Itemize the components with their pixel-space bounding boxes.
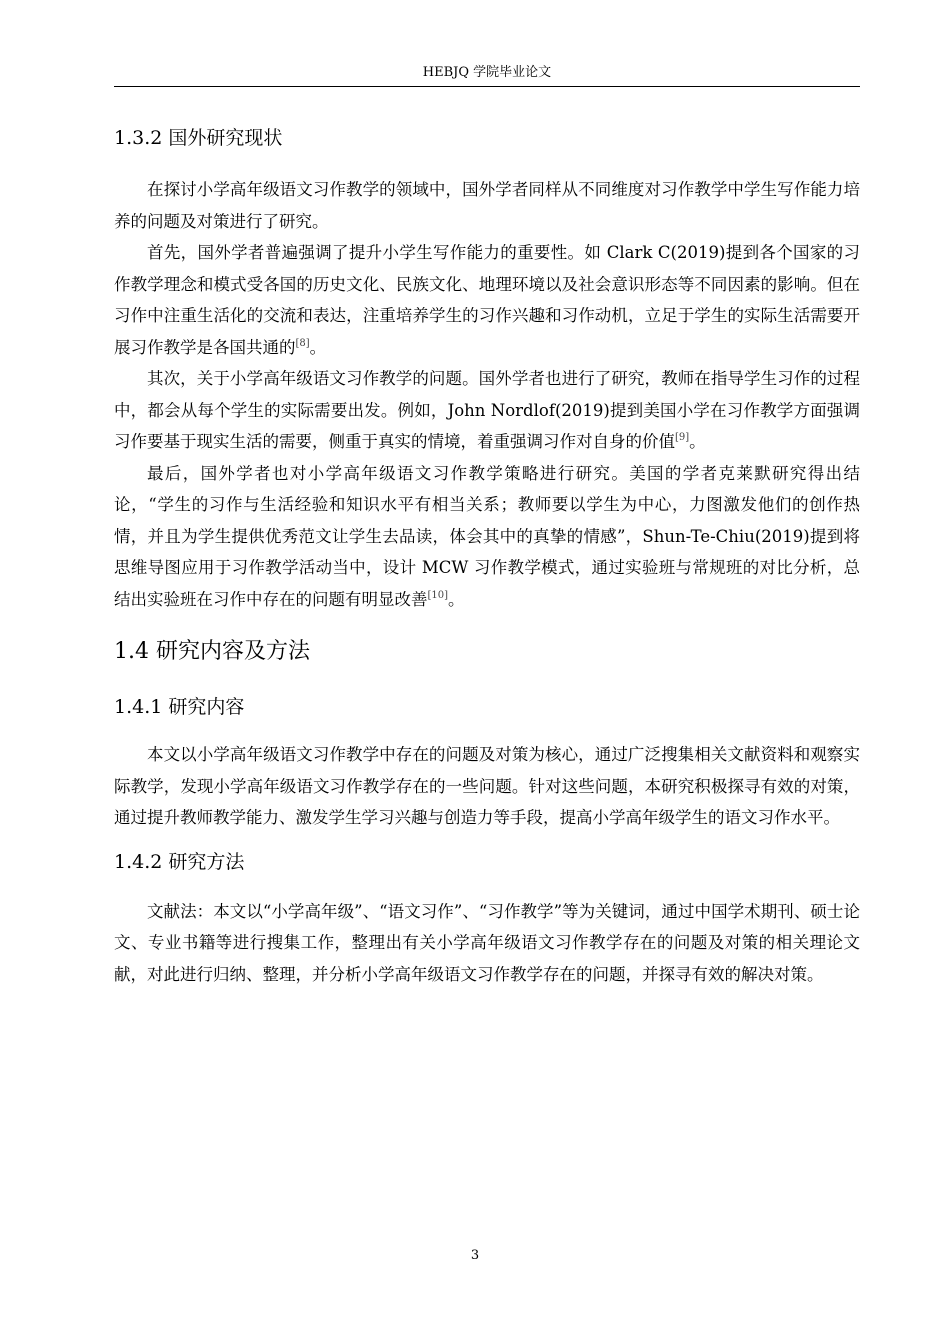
citation-ref: [9] bbox=[675, 432, 690, 443]
running-header: HEBJQ 学院毕业论文 bbox=[422, 65, 552, 80]
page-body bbox=[114, 120, 860, 990]
section-heading-1-4: 1.4 研究内容及方法 bbox=[114, 639, 310, 664]
page-number: 3 bbox=[470, 1248, 480, 1263]
paragraph: 其次，关于小学高年级语文习作教学的问题。国外学者也进行了研究，教师在指导学生习作的过程中，都会从每个学生的实际需要出发。例如，John Nordlof(2019)提到美国小学在习作教学方面强调习作要基于现实生活的需要，侧重于真实的情境，着重强调习作对自身的价值[9]。 bbox=[114, 369, 860, 451]
citation-ref: [8] bbox=[295, 337, 310, 349]
section-heading-1-3-2: 1.3.2 国外研究现状 bbox=[114, 127, 283, 149]
paragraph: 最后，国外学者也对小学高年级语文习作教学策略进行研究。美国的学者克莱默研究得出结论，“学生的习作与生活经验和知识水平有相当关系；教师要以学生为中心，力图激发他们的创作热情，并且为学生提供优秀范文让学生去品读，体会其中的真挚的情感”，Shun-Te-Chiu(2019)提到将思维导图应用于习作教学活动当中，设计 MCW 习作教学模式，通过实验班与常规班的对比分析，总结出实验班在习作中存在的问题有明显改善[10]。 bbox=[114, 463, 860, 609]
header-rule bbox=[114, 86, 860, 87]
section-heading-1-4-2: 1.4.2 研究方法 bbox=[114, 850, 245, 873]
citation-ref: [10] bbox=[427, 589, 449, 601]
paragraph: 首先，国外学者普遍强调了提升小学生写作能力的重要性。如 Clark C(2019)提到各个国家的习作教学理念和模式受各国的历史文化、民族文化、地理环境以及社会意识形态等不同因素的影响。但在习作中注重生活化的交流和表达，注重培养学生的习作兴趣和习作动机，立足于学生的实际生活需要开展习作教学是各国共通的[8]。 bbox=[114, 243, 860, 357]
paragraph: 本文以小学高年级语文习作教学中存在的问题及对策为核心，通过广泛搜集相关文献资料和观察实际教学，发现小学高年级语文习作教学存在的一些问题。针对这些问题，本研究积极探寻有效的对策，通过提升教师教学能力、激发学生学习兴趣与创造力等手段，提高小学高年级学生的语文习作水平。 bbox=[114, 745, 860, 827]
section-heading-1-4-1: 1.4.1 研究内容 bbox=[114, 696, 245, 718]
paragraph: 在探讨小学高年级语文习作教学的领域中，国外学者同样从不同维度对习作教学中学生写作能力培养的问题及对策进行了研究。 bbox=[114, 180, 860, 231]
paragraph: 文献法：本文以“小学高年级”、“语文习作”、“习作教学”等为关键词，通过中国学术期刊、硕士论文、专业书籍等进行搜集工作，整理出有关小学高年级语文习作教学存在的问题及对策的相关理论文献，对此进行归纳、整理，并分析小学高年级语文习作教学存在的问题，并探寻有效的解决对策。 bbox=[114, 901, 860, 984]
